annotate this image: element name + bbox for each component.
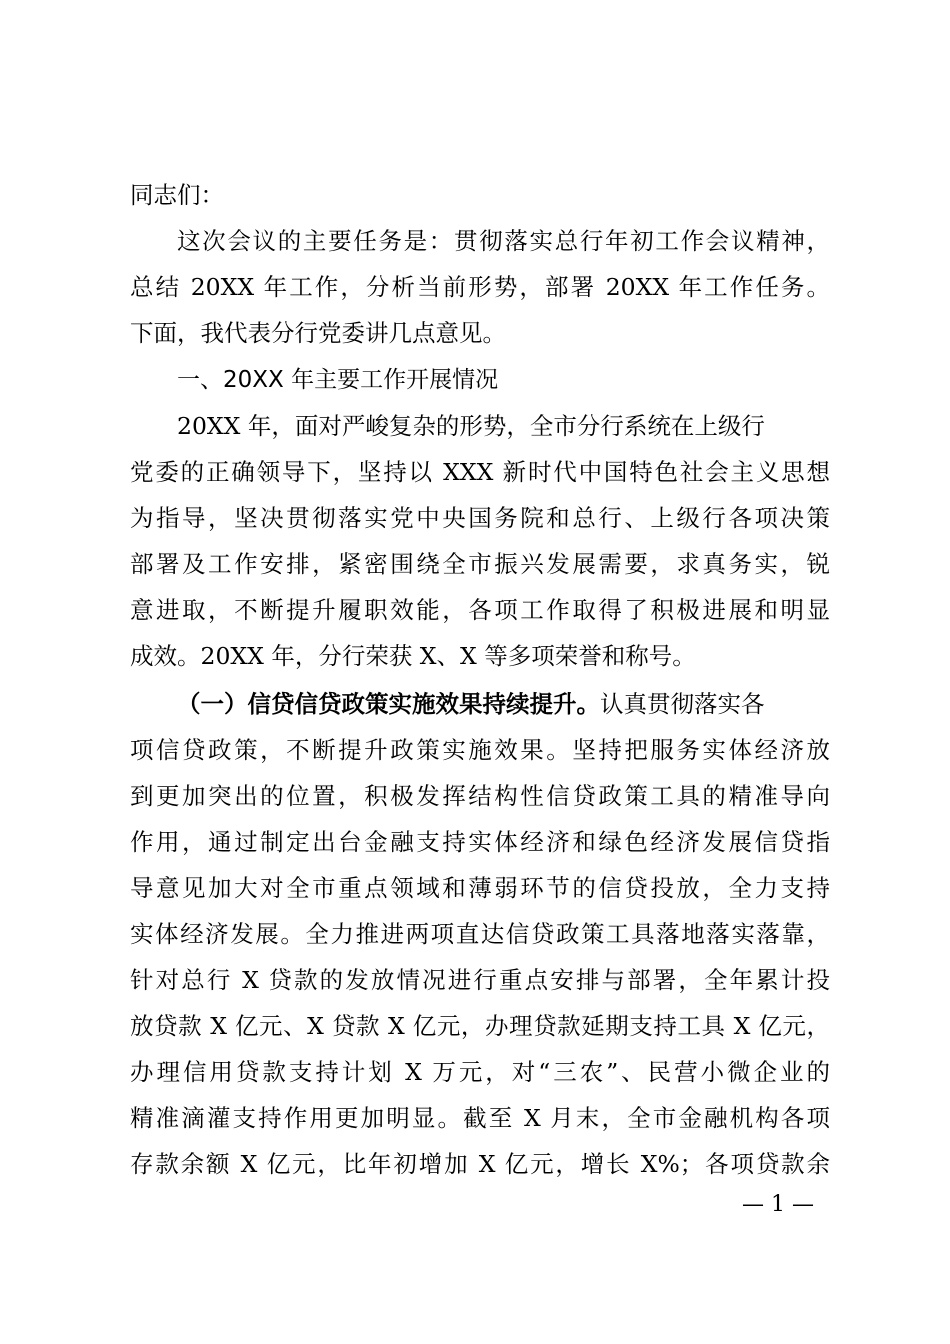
subsection-heading: （一）信贷信贷政策实施效果持续提升。: [177, 690, 600, 718]
overview-line: 成效。20XX 年，分行荣获 X、X 等多项荣誉和称号。: [130, 642, 696, 670]
intro-line: 总结 20XX 年工作，分析当前形势，部署 20XX 年工作任务。: [130, 273, 830, 301]
subsection-first-line: [130, 681, 830, 727]
subsection-text: 认真贯彻落实各: [600, 690, 765, 718]
overview-line: 意进取，不断提升履职效能，各项工作取得了积极进展和明显: [130, 596, 830, 624]
subsection-line: 项信贷政策，不断提升政策实施效果。坚持把服务实体经济放: [130, 736, 830, 764]
overview-line: 20XX 年，面对严峻复杂的形势，全市分行系统在上级行: [177, 412, 765, 440]
overview-line: 部署及工作安排，紧密围绕全市振兴发展需要，求真务实，锐: [130, 550, 830, 578]
overview-line: 党委的正确领导下，坚持以 XXX 新时代中国特色社会主义思想: [130, 458, 830, 486]
subsection-line: 放贷款 X 亿元、X 贷款 X 亿元，办理贷款延期支持工具 X 亿元，: [130, 1012, 830, 1040]
page-number: — 1 —: [742, 1192, 814, 1217]
intro-line: 这次会议的主要任务是：贯彻落实总行年初工作会议精神，: [177, 227, 830, 255]
overview-line: 为指导，坚决贯彻落实党中央国务院和总行、上级行各项决策: [130, 504, 830, 532]
subsection-line: 存款余额 X 亿元，比年初增加 X 亿元，增长 X%；各项贷款余: [130, 1150, 830, 1178]
subsection-line: 办理信用贷款支持计划 X 万元，对“三农”、民营小微企业的: [130, 1058, 830, 1086]
section-heading: 一、20XX 年主要工作开展情况: [177, 367, 499, 393]
subsection-line: 到更加突出的位置，积极发挥结构性信贷政策工具的精准导向: [130, 782, 830, 810]
subsection-line: 精准滴灌支持作用更加明显。截至 X 月末，全市金融机构各项: [130, 1104, 830, 1132]
subsection-line: 作用，通过制定出台金融支持实体经济和绿色经济发展信贷指: [130, 828, 830, 856]
subsection-line: 导意见加大对全市重点领域和薄弱环节的信贷投放，全力支持: [130, 874, 830, 902]
subsection-line: 实体经济发展。全力推进两项直达信贷政策工具落地落实落靠，: [130, 920, 830, 948]
salutation: 同志们：: [130, 181, 224, 209]
subsection-line: 针对总行 X 贷款的发放情况进行重点安排与部署，全年累计投: [130, 966, 830, 994]
intro-line: 下面，我代表分行党委讲几点意见。: [130, 319, 506, 347]
